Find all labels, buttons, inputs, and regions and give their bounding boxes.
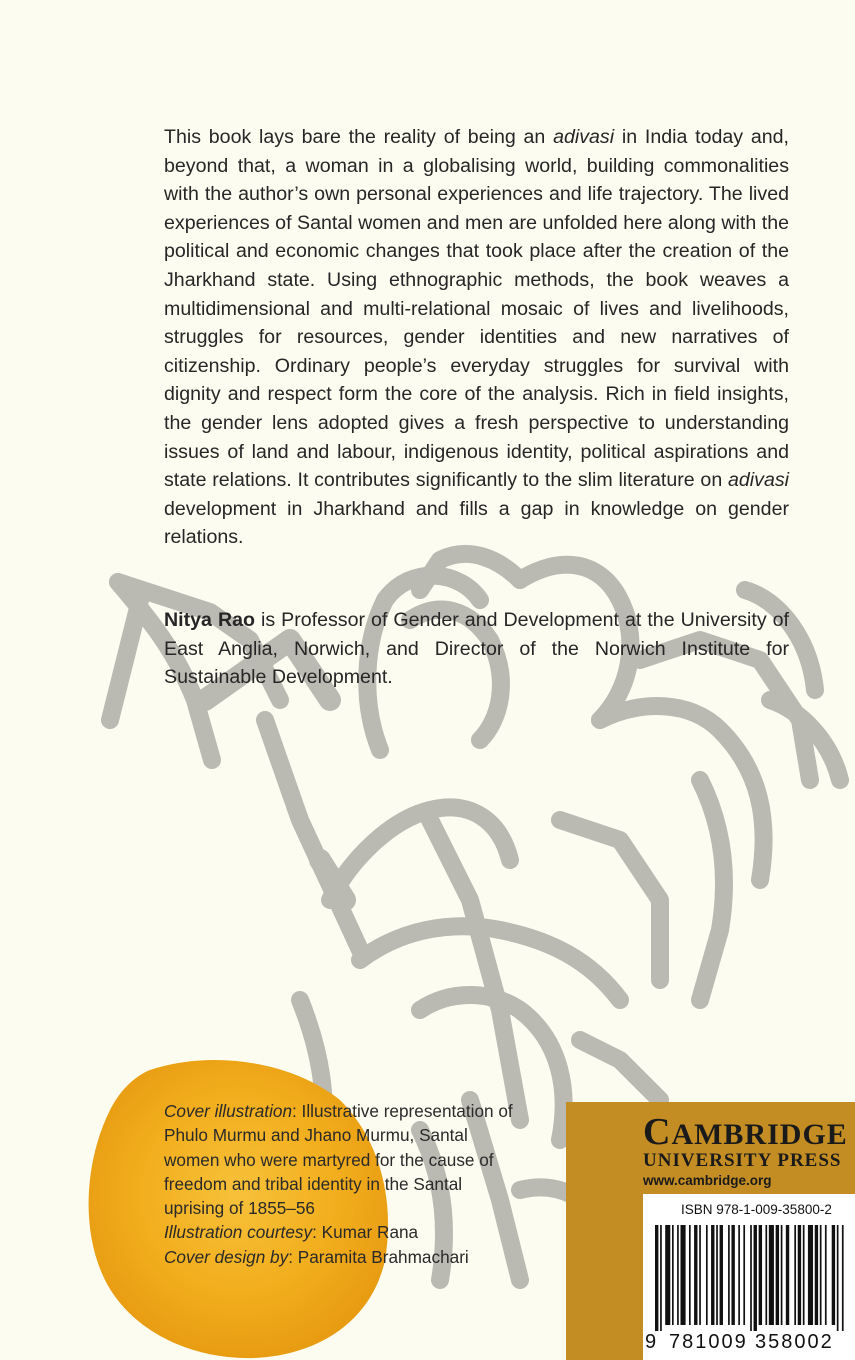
cover-credits [164,1099,514,1269]
barcode-bar [720,1225,723,1325]
author-name: Nitya Rao [164,609,255,631]
barcode-bar [655,1225,658,1331]
illustration-courtesy-credit [164,1220,514,1244]
barcode-bar [815,1225,818,1325]
barcode-bar [677,1225,679,1325]
blurb-text-1: This book lays bare the reality of being an [164,126,554,148]
author-bio [164,606,789,692]
barcode-bar [689,1225,691,1325]
barcode-bar [754,1225,757,1331]
publisher-block [566,1102,855,1360]
barcode-bar [794,1225,796,1325]
barcode-bar [711,1225,714,1325]
barcode-bar [798,1225,801,1325]
author-bio-text: is Professor of Gender and Development at the University of East Anglia, Norwich, and Director of the Norwich Institute for Sustainable Development. [164,609,790,689]
barcode-bar [738,1225,740,1325]
cover-design-text: : Paramita Brahmachari [288,1246,469,1267]
barcode-bar [665,1225,670,1325]
publisher-name-initial: C [643,1111,672,1153]
illustration-courtesy-text: : Kumar Rana [312,1222,419,1243]
blurb-text-2: in India today and, beyond that, a woman in a globalising world, building commonalities with the author’s own personal experiences and life trajectory. The lived experiences of Santal women and men are unfolded here along with the political and economic changes that took place after the creation of the Jharkhand state. Using ethnographic methods, the book weaves a multidimensional and multi-relational mosaic of lives and livelihoods, struggles for resources, gender identities and new narratives of citizenship. Ordinary people’s everyday struggles for survival with dignity and respect form the core of the analysis. Rich in field insights, the gender lens adopted gives a fresh perspective to understanding issues of land and labour, indigenous identity, political aspirations and state relations. It contributes significantly to the slim literature on [164,126,789,492]
barcode-bar [769,1225,774,1325]
barcode-bar [765,1225,767,1325]
cover-design-label: Cover design by [164,1246,289,1267]
illustration-courtesy-label: Illustration courtesy [164,1222,313,1243]
publisher-name [643,1110,848,1154]
barcode-bar [716,1225,718,1325]
barcode-bar [672,1225,674,1325]
cover-illustration-label: Cover illustration [164,1101,292,1121]
barcode-bar [820,1225,822,1325]
barcode-bar [694,1225,697,1325]
publisher-name-rest: AMBRIDGE [671,1118,848,1151]
barcode-bar [680,1225,685,1325]
barcode-bar [728,1225,730,1325]
barcode-digit-first: 9 [645,1331,657,1353]
barcode-bar [743,1225,745,1325]
cover-illustration-credit [164,1099,514,1220]
blurb-text-3: development in Jharkhand and fills a gap in knowledge on gender relations. [164,497,789,549]
cover-illustration-text: : Illustrative representation of Phulo Murmu and Jhano Murmu, Santal women who were martyred for the cause of freedom and tribal identity in the Santal uprising of 1855–56 [164,1101,513,1219]
blurb-adivasi-1: adivasi [553,126,615,148]
barcode-panel [643,1194,855,1360]
isbn-number: ISBN 978-1-009-35800-2 [681,1202,832,1217]
barcode-digits [643,1331,855,1355]
barcode-bar [842,1225,844,1331]
barcode-bar [706,1225,708,1325]
publisher-subtitle: UNIVERSITY PRESS [643,1150,842,1171]
blurb-adivasi-2: adivasi [728,469,789,492]
barcode-bar [699,1225,701,1325]
barcode-bar [825,1225,827,1325]
barcode-digits-right: 358002 [755,1331,834,1353]
barcode-bar [837,1225,839,1331]
barcode-digits-left: 781009 [669,1331,748,1353]
publisher-url: www.cambridge.org [643,1173,772,1188]
barcode-bar [803,1225,805,1325]
cover-design-credit [164,1245,514,1269]
barcode-bar [731,1225,734,1325]
barcode-bar [781,1225,783,1325]
barcode-bar [759,1225,762,1325]
barcode-bar [750,1225,752,1331]
barcode-bars [655,1225,855,1331]
barcode-bar [786,1225,789,1325]
barcode-bar [832,1225,835,1325]
barcode-bar [660,1225,662,1331]
barcode-bar [808,1225,813,1325]
barcode-bar [776,1225,779,1325]
book-blurb [164,123,789,552]
